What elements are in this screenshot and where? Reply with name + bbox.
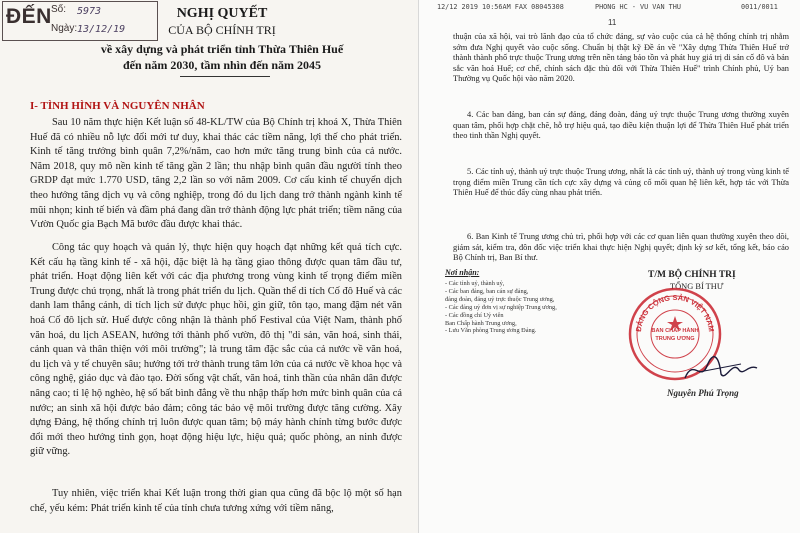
recipient-item: - Lưu Văn phòng Trung ương Đảng. <box>445 327 537 335</box>
paragraph-4: 4. Các ban đảng, ban cán sự đảng, đảng đoàn, đảng uỷ trực thuộc Trung ương thường xuyên quan tâm, phối hợp chặt chẽ, hỗ trợ hiệu quả, tạo điều kiện thuận lợi để Thừa Thiên Huế phát triển theo tinh thần Nghị quyết. <box>453 110 789 141</box>
signer-name: Nguyễn Phú Trọng <box>667 388 739 398</box>
seal-center-text-1: BAN CHẤP HÀNH <box>651 328 699 334</box>
title-divider <box>180 76 270 77</box>
stamp-number-label: Số: <box>51 4 67 15</box>
paragraph-5: 5. Các tỉnh uỷ, thành uỷ trực thuộc Trung ương, nhất là các tỉnh uỷ, thành uỷ trong vùng kinh tế trọng điểm miền Trung cần tích cực xây dựng và củng cố mối quan hệ liên kết, hợp tác với Thừa Thiên Huế để thúc đẩy cùng nhau phát triển. <box>453 167 789 198</box>
handwritten-signature-icon <box>681 352 761 386</box>
section-heading: I- TÌNH HÌNH VÀ NGUYÊN NHÂN <box>30 100 205 112</box>
recipient-item: - Các ban đảng, ban cán sự đảng, <box>445 287 529 295</box>
stamp-number-value: 5973 <box>77 6 102 17</box>
fax-header-left: 12/12 2019 10:56AM FAX 08045308 <box>437 3 564 11</box>
document-page-right <box>418 0 800 533</box>
stamp-word: ĐẾN <box>6 5 52 28</box>
paragraph-1: Sau 10 năm thực hiện Kết luận số 48-KL/TW của Bộ Chính trị khoá X, Thừa Thiên Huế đã có nhiều nỗ lực đổi mới tư duy, khai thác các tiềm năng, lợi thế cho phát triển. Kinh tế tăng trưởng bình quân 7,2%/năm, cao hơn mức tăng trung bình của cả nước. Năm 2018, quy mô nền kinh tế tăng gần 2 lần; thu nhập bình quân đầu người tính theo GRDP đạt mức 1.770 USD, tăng 2,2 lần so với năm 2009. Cơ cấu kinh tế chuyển dịch theo hướng tăng dịch vụ và công nghiệp, trong đó du lịch dang trở thành ngành kinh tế mũi nhọn; kinh tế biển và đầm phá đang dần trở thành động lực phát triển; tiềm năng của Vườn Quốc gia Bạch Mã bước đầu được khai thác. <box>30 117 402 231</box>
seal-arc-text: ĐẢNG CỘNG SẢN VIỆT NAM <box>634 293 717 333</box>
paragraph-continued: thuận của xã hội, vai trò lãnh đạo của tổ chức đảng, sự vào cuộc của cả hệ thống chính trị nhằm sớm đưa Nghị quyết vào cuộc sống. Chuẩn bị thật kỹ Đề án về "Xây dựng Thừa Thiên Huế trở thành thành phố trực thuộc Trung ương trên nền tảng bảo tồn và phát huy giá trị di sản cố đô và bản sắc văn hoá Huế; cơ chế, chính sách đặc thù đối với Thừa Thiên Huế" trình Chính phủ, Uỷ ban Thường vụ Quốc hội vào năm 2020. <box>453 32 789 84</box>
recipient-item: đảng đoàn, đảng uỷ trực thuộc Trung ương, <box>445 295 555 303</box>
recipients-heading: Nơi nhận: <box>445 268 480 277</box>
page-number: 11 <box>608 18 617 27</box>
document-page-left: ĐẾN Số: 5973 Ngày: 13/12/19 NGHỊ QUYẾT CỦA BỘ CHÍNH TRỊ về xây dựng và phát triển tỉnh Thừa Thiên Huế đến năm 2030, tầm nhìn đến năm 2045 I- TÌNH HÌNH VÀ NGUYÊN NHÂN Sau 10 năm thực hiện Kết luận số 48-KL/TW của Bộ Chính trị khoá X, Thừa Thiên Huế đã có nhiều nỗ lực đổi mới tư duy, khai thác các tiềm năng, lợi thế cho phát triển. Kinh tế tăng trưởng bình quân 7,2%/năm, cao hơn mức tăng trung bình của cả nước. Năm 2018, quy mô nền kinh tế tăng gần 2 lần; thu nhập bình quân đầu người tính theo GRDP đạt mức 1.770 USD, tăng 2,2 lần so với năm 2009. Cơ cấu kinh tế chuyển dịch theo hướng tăng dịch vụ và công nghiệp, trong đó du lịch dang trở thành ngành kinh tế mũi nhọn; kinh tế biển và đầm phá đang dần trở thành động lực phát triển; tiềm năng của Vườn Quốc gia Bạch Mã bước đầu được khai thác. Công tác quy hoạch và quản lý, thực hiện quy hoạch đạt những kết quả tích cực. Kết cấu hạ tầng kinh tế - xã hội, đặc biệt là hạ tầng giao thông được quan tâm đầu tư, phát triển. Hoạt động liên kết với các địa phương trong vùng kinh tế trọng điểm miền Trung được chú trọng, nhất là trong phát triển du lịch. Quần thể di tích Cố đô Huế và các danh lam thắng cảnh, di tích lịch sử được phục hồi, gìn giữ, tôn tạo, mang đậm nét văn hoá Cố đô lịch sử. Huế được công nhận là thành phố Festival của Việt Nam, thành phố văn hoá, du lịch ASEAN, hướng tới thành phố vườn, đô thị "di sản, văn hoá, sinh thái, cảnh quan và thân thiện với môi trường"; là trung tâm đặc sắc của cả nước về văn hoá, du lịch và y tế chuyên sâu; hướng tới trở thành trung tâm lớn của cả nước về khoa học và công nghệ, giáo dục và đào tạo. Đời sống vật chất, văn hoá, tinh thần của nhân dân được nâng cao; tỉ lệ hộ nghèo, hệ số bất bình đẳng về thu nhập thấp hơn mức bình quân của cả nước; an sinh xã hội được bảo đảm; công tác bảo vệ môi trường được tăng cường. Xây dựng Đảng, hệ thống chính trị luôn được quan tâm; bộ máy hành chính từng bước được đổi mới theo hướng tinh gọn, hoạt động hiệu lực, hiệu quả; quốc phòng, an ninh được giữ vững. Tuy nhiên, việc triển khai Kết luận trong thời gian qua cũng đã bộc lộ một số hạn chế, yếu kém: Phát triển kinh tế của tỉnh chưa tương xứng với tiềm năng, <box>0 0 418 533</box>
recipients-list <box>445 280 585 335</box>
document-subject-line-1: về xây dựng và phát triển tỉnh Thừa Thiên Huế <box>100 42 344 56</box>
document-issuer: CỦA BỘ CHÍNH TRỊ <box>168 23 276 37</box>
recipient-item: Ban Chấp hành Trung ương, <box>445 319 517 327</box>
received-stamp <box>2 1 158 41</box>
stamp-date-value: 13/12/19 <box>77 24 126 35</box>
paragraph-6: 6. Ban Kinh tế Trung ương chủ trì, phối hợp với các cơ quan liên quan thường xuyên theo dõi, giám sát, kiểm tra, đôn đốc việc triển khai thực hiện Nghị quyết; định kỳ sơ kết, tổng kết, báo cáo Bộ Chính trị, Ban Bí thư. <box>453 232 789 263</box>
paragraph-3: Tuy nhiên, việc triển khai Kết luận trong thời gian qua cũng đã bộc lộ một số hạn chế, yếu kém: Phát triển kinh tế của tỉnh chưa tương xứng với tiềm năng, <box>30 488 402 514</box>
recipient-item: - Các đồng chí Uỷ viên <box>445 311 504 319</box>
fax-header-middle: PHONG HC - VU VAN THU <box>595 3 681 11</box>
signature-role: TỔNG BÍ THƯ <box>670 282 724 291</box>
seal-center-text-2: TRUNG ƯƠNG <box>655 336 695 342</box>
fax-header-right: 0011/0011 <box>741 3 778 11</box>
stamp-date-label: Ngày: <box>51 23 78 34</box>
paragraph-2: Công tác quy hoạch và quản lý, thực hiện quy hoạch đạt những kết quả tích cực. Kết cấu hạ tầng kinh tế - xã hội, đặc biệt là hạ tầng giao thông được quan tâm đầu tư, phát triển. Hoạt động liên kết với các địa phương trong vùng kinh tế trọng điểm miền Trung được chú trọng, nhất là trong phát triển du lịch. Quần thể di tích Cố đô Huế và các danh lam thắng cảnh, di tích lịch sử được phục hồi, gìn giữ, tôn tạo, mang đậm nét văn hoá Cố đô lịch sử. Huế được công nhận là thành phố Festival của Việt Nam, thành phố văn hoá, du lịch ASEAN, hướng tới thành phố vườn, đô thị "di sản, văn hoá, sinh thái, cảnh quan và thân thiện với môi trường"; là trung tâm đặc sắc của cả nước về văn hoá, du lịch và y tế chuyên sâu; hướng tới trở thành trung tâm lớn của cả nước về khoa học và công nghệ, giáo dục và đào tạo. Đời sống vật chất, văn hoá, tinh thần của nhân dân được nâng cao; tỉ lệ hộ nghèo, hệ số bất bình đẳng về thu nhập thấp hơn mức bình quân của cả nước; an sinh xã hội được bảo đảm; công tác bảo vệ môi trường được tăng cường. Xây dựng Đảng, hệ thống chính trị luôn được quan tâm; bộ máy hành chính từng bước được đổi mới theo hướng tinh gọn, hoạt động hiệu lực, hiệu quả; quốc phòng, an ninh được giữ vững. <box>30 242 402 458</box>
recipient-item: - Các tỉnh uỷ, thành uỷ, <box>445 280 505 287</box>
recipient-item: - Các đảng uỷ đơn vị sự nghiệp Trung ương, <box>445 303 557 311</box>
document-subject-line-2: đến năm 2030, tầm nhìn đến năm 2045 <box>122 58 322 72</box>
signature-organization: T/M BỘ CHÍNH TRỊ <box>648 270 736 280</box>
